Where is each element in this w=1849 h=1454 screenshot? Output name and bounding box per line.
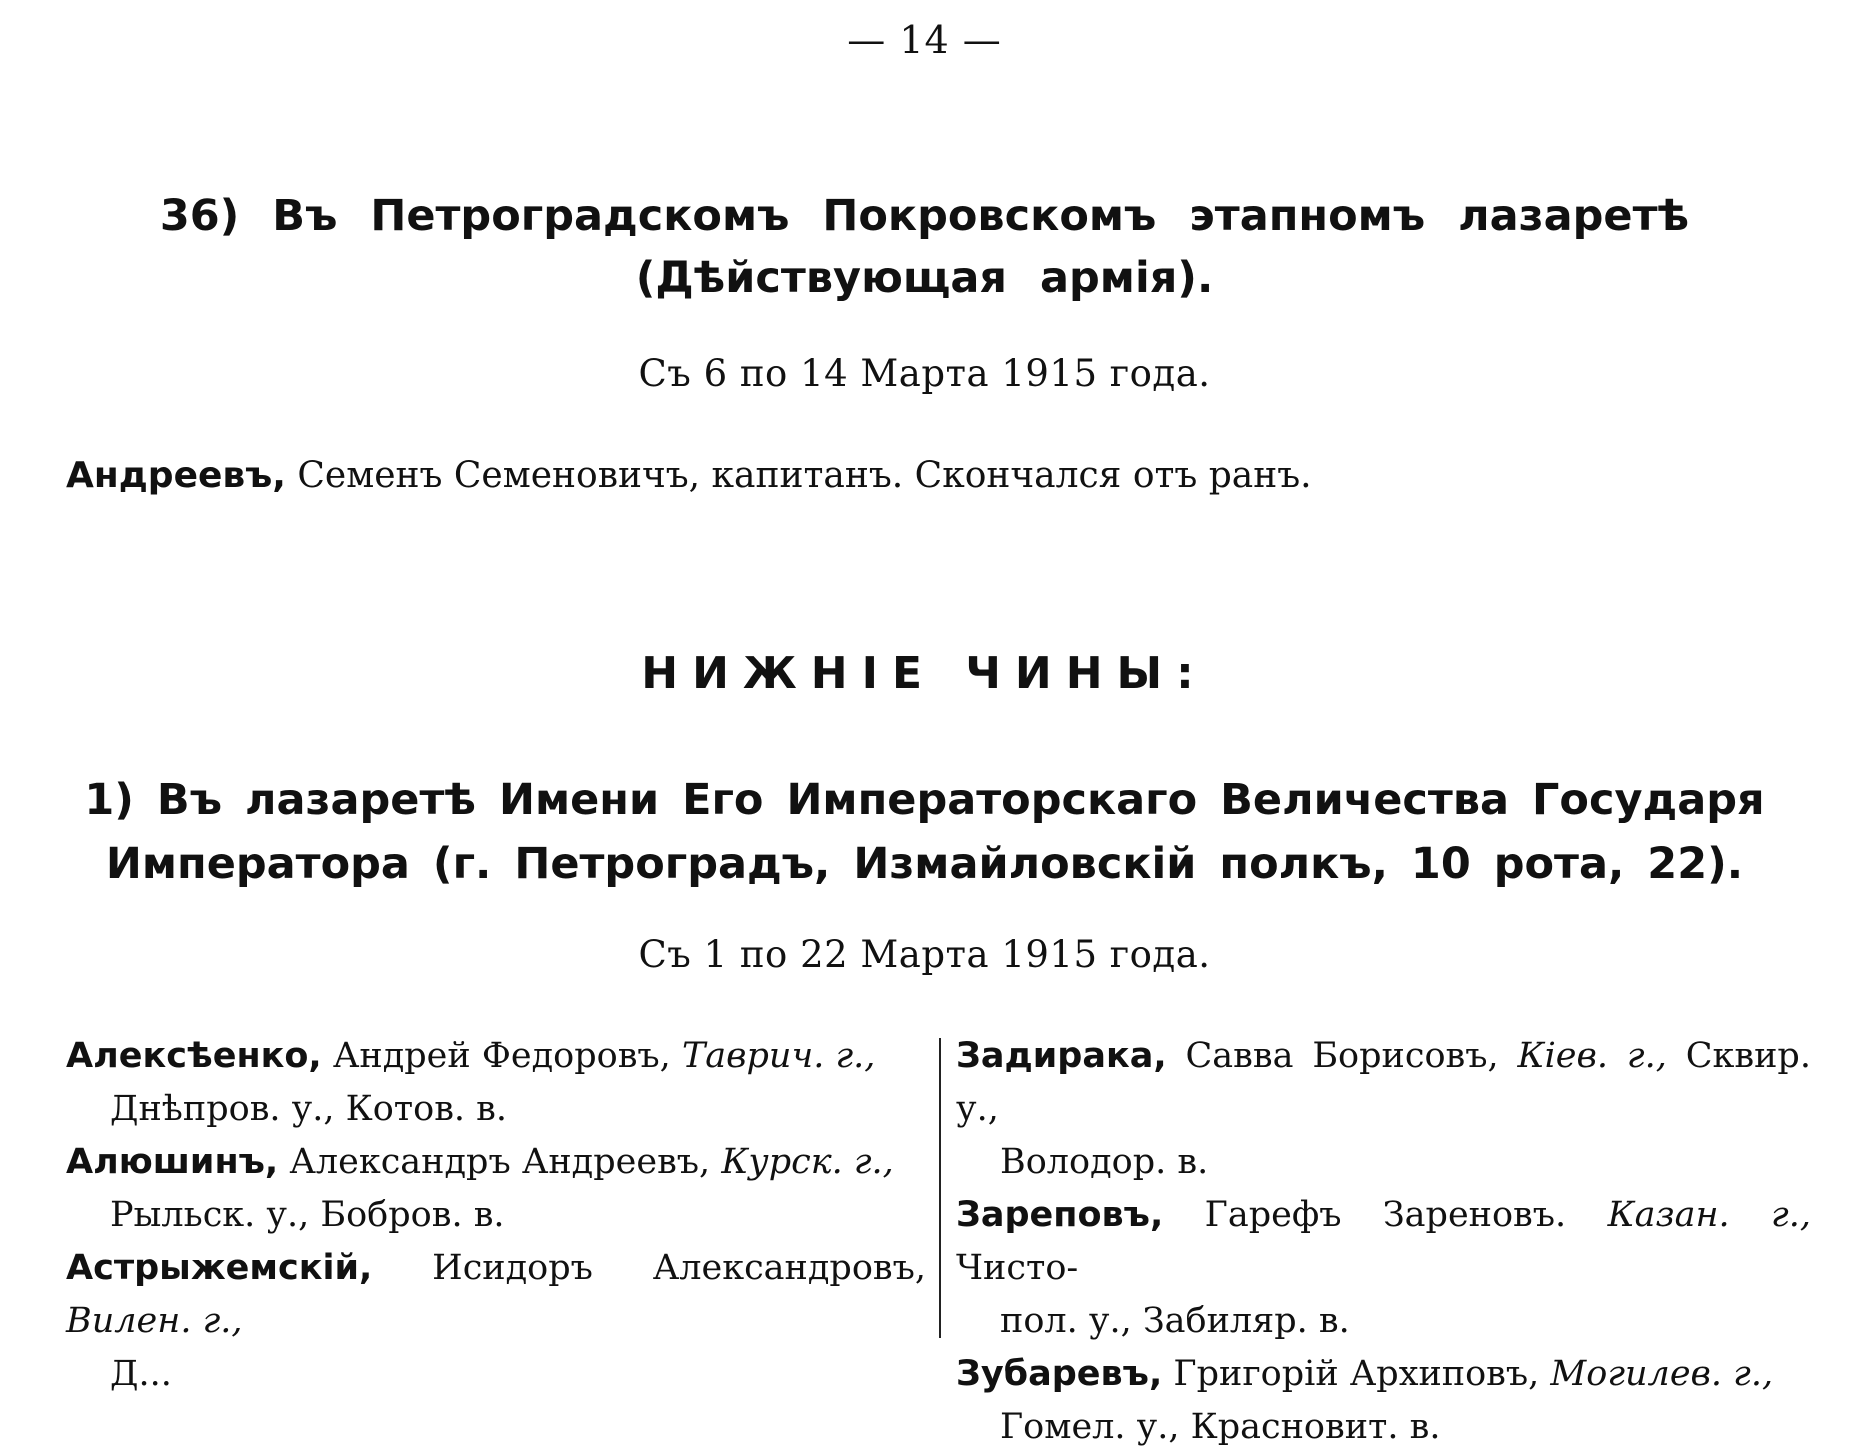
entry-gubernia: Кіев. г.,: [1517, 1036, 1667, 1076]
entry-uezd: Сквир. у.,: [956, 1036, 1811, 1129]
entry-location: Д...: [110, 1354, 172, 1394]
entry-name: Андрей Федоровъ,: [332, 1036, 671, 1076]
list-item: [66, 1136, 926, 1242]
entry-surname: Алюшинъ,: [66, 1142, 279, 1182]
entry-gubernia: Вилен. г.,: [66, 1301, 243, 1341]
officer-surname: Андреевъ,: [66, 455, 286, 496]
entry-gubernia: Таврич. г.,: [681, 1036, 876, 1076]
hospital-1-heading: [0, 768, 1849, 896]
hospital-1-date: Съ 1 по 22 Марта 1915 года.: [638, 933, 1211, 976]
entry-gubernia: Могилев. г.,: [1550, 1354, 1774, 1394]
entry-name: Савва Борисовъ,: [1185, 1036, 1499, 1076]
entry-gubernia: Курск. г.,: [721, 1142, 894, 1182]
entry-location: Володор. в.: [1000, 1142, 1209, 1182]
entry-location: Гомел. у., Красновит. в.: [1000, 1407, 1441, 1447]
column-divider: [939, 1038, 941, 1338]
section-36-date: Съ 6 по 14 Марта 1915 года.: [638, 352, 1211, 395]
section-36-heading-line1: 36) Въ Петроградскомъ Покровскомъ этапномъ лазаретѣ: [159, 191, 1690, 241]
section-36-heading: [0, 185, 1849, 309]
lower-ranks-title: НИЖНІЕ ЧИНЫ:: [641, 648, 1208, 699]
entry-name: Гарефъ Зареновъ.: [1204, 1195, 1567, 1235]
entry-gubernia: Казан. г.,: [1607, 1195, 1811, 1235]
entry-surname: Задирака,: [956, 1036, 1167, 1076]
entry-surname: Зубаревъ,: [956, 1354, 1163, 1394]
entry-name: Исидоръ Александровъ,: [432, 1248, 926, 1288]
officer-details: Семенъ Семеновичъ, капитанъ. Скончался отъ ранъ.: [297, 455, 1312, 496]
entry-location: Днѣпров. у., Котов. в.: [110, 1089, 507, 1129]
entry-location: Рыльск. у., Бобров. в.: [110, 1195, 505, 1235]
entries-columns: [66, 1030, 1811, 1447]
entry-surname: Зареповъ,: [956, 1195, 1164, 1235]
entry-location: пол. у., Забиляр. в.: [1000, 1301, 1350, 1341]
page-number: — 14 —: [847, 18, 1002, 62]
entry-name: Григорій Архиповъ,: [1173, 1354, 1540, 1394]
list-item: [66, 1030, 926, 1136]
hospital-1-heading-line2: Императора (г. Петроградъ, Измайловскій полкъ, 10 рота, 22).: [105, 839, 1744, 889]
list-item: [66, 1242, 926, 1401]
entry-surname: Астрыжемскій,: [66, 1248, 373, 1288]
entry-name: Александръ Андреевъ,: [289, 1142, 711, 1182]
section-36-heading-line2: (Дѣйствующая армія).: [635, 253, 1214, 303]
left-column: [66, 1030, 926, 1401]
list-item: [956, 1030, 1811, 1189]
hospital-1-heading-line1: 1) Въ лазаретѣ Имени Его Императорскаго Величества Государя: [84, 775, 1765, 825]
entry-uezd: Чисто-: [956, 1248, 1079, 1288]
list-item: [956, 1189, 1811, 1348]
right-column: [956, 1030, 1811, 1454]
officer-entry: [66, 455, 1312, 496]
list-item: [956, 1348, 1811, 1454]
entry-surname: Алексѣенко,: [66, 1036, 322, 1076]
